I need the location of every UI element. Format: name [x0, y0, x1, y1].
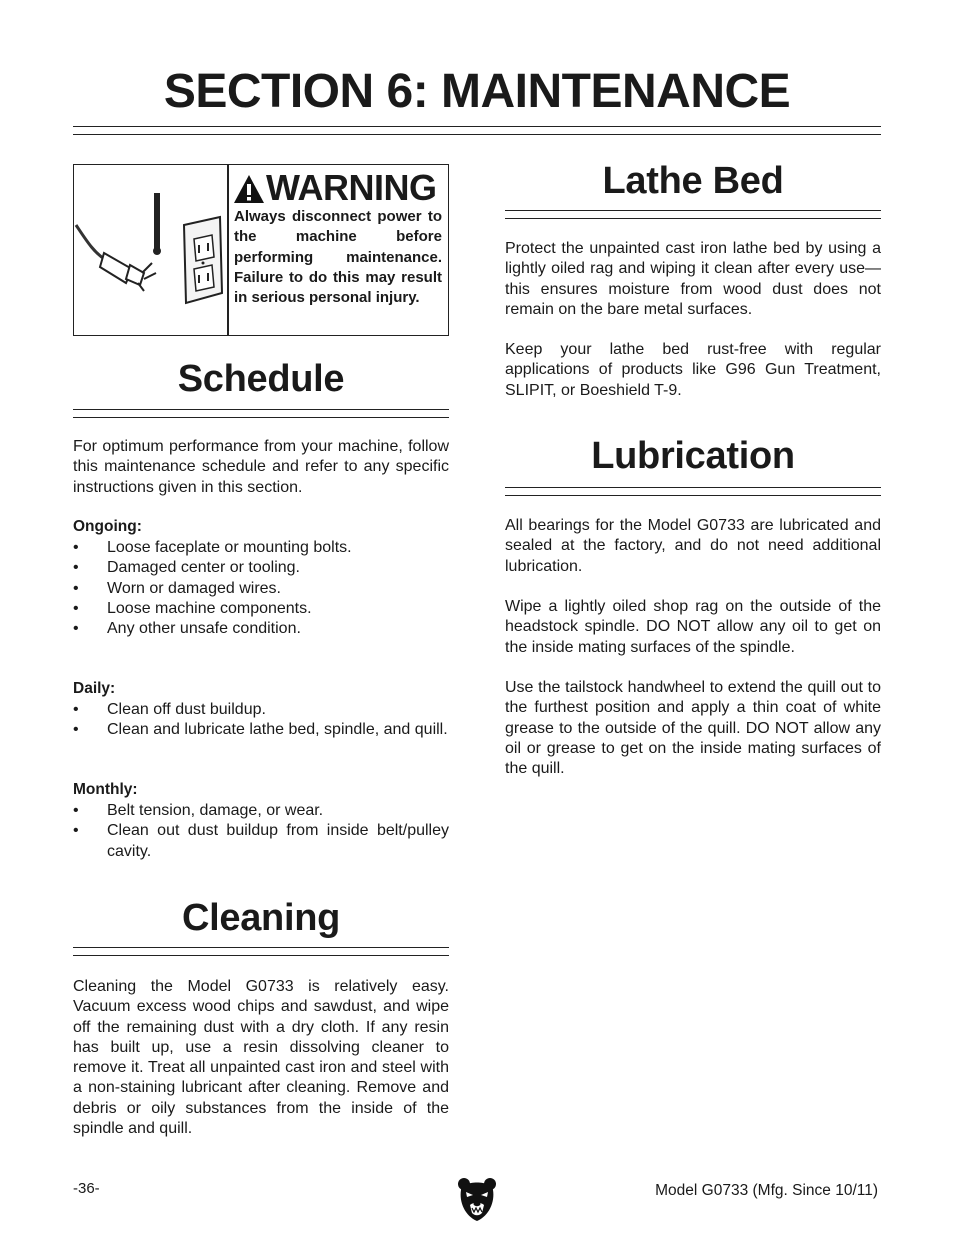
page-title: SECTION 6: MAINTENANCE — [163, 65, 791, 118]
monthly-list — [73, 801, 449, 862]
lathe-bed-paragraph-1: Protect the unpainted cast iron lathe bed by using a lightly oiled rag and wiping it clean after every use—this ensures moisture from wood dust does not remain on the bare metal surfaces. — [505, 240, 881, 318]
cleaning-rule — [73, 947, 449, 956]
lathe-bed-paragraph-2: Keep your lathe bed rust-free with regular applications of products like G96 Gun Treatment, SLIPIT, or Boeshield T-9. — [505, 341, 881, 399]
daily-label: Daily: — [73, 680, 116, 697]
list-item: • Clean off dust buildup. — [73, 700, 449, 720]
list-item: • Damaged center or tooling. — [73, 558, 449, 578]
schedule-intro: For optimum performance from your machine, follow this maintenance schedule and refer to any specific instructions given in this section. — [73, 438, 449, 496]
title-rule — [73, 126, 881, 135]
lubrication-paragraph-3: Use the tailstock handwheel to extend the quill out to the furthest position and apply a thin coat of white grease to the outside of the quill. DO NOT allow any oil or grease to get on the inside mating surfaces of the quill. — [505, 679, 881, 778]
cleaning-heading: Cleaning — [181, 897, 341, 939]
warning-box — [73, 164, 449, 336]
daily-list — [73, 700, 449, 741]
lubrication-paragraph-2: Wipe a lightly oiled shop rag on the outside of the headstock spindle. DO NOT allow any oil to get on the inside mating surfaces of the spindle. — [505, 598, 881, 656]
list-item: • Clean out dust buildup from inside belt/pulley cavity. — [73, 821, 449, 862]
warning-text: Always disconnect power to the machine before performing maintenance. Failure to do this may result in serious personal injury. — [234, 208, 442, 307]
unplug-power-icon — [74, 165, 226, 335]
lathe-bed-rule — [505, 210, 881, 219]
schedule-heading: Schedule — [177, 358, 345, 400]
ongoing-label: Ongoing: — [73, 518, 142, 535]
model-line: Model G0733 (Mfg. Since 10/11) — [655, 1182, 878, 1199]
warning-divider — [227, 165, 229, 335]
ongoing-list — [73, 538, 449, 639]
list-item: • Loose machine components. — [73, 599, 449, 619]
lubrication-paragraph-1: All bearings for the Model G0733 are lubricated and sealed at the factory, and do not need additional lubrication. — [505, 517, 881, 575]
lubrication-heading: Lubrication — [591, 435, 795, 477]
list-item: • Belt tension, damage, or wear. — [73, 801, 449, 821]
lubrication-rule — [505, 487, 881, 496]
warning-title — [233, 167, 437, 209]
list-item: • Worn or damaged wires. — [73, 579, 449, 599]
page-number: -36- — [73, 1180, 100, 1197]
monthly-label: Monthly: — [73, 781, 138, 798]
bear-logo-icon — [457, 1176, 497, 1222]
list-item: • Any other unsafe condition. — [73, 619, 449, 639]
warning-triangle-icon — [233, 172, 265, 204]
cleaning-text: Cleaning the Model G0733 is relatively easy. Vacuum excess wood chips and sawdust, and wipe off the remaining dust with a dry cloth. If any resin has built up, use a resin dissolving cleaner to remove it. Treat all unpainted cast iron and steel with a non-staining lubricant after cleaning. Remove and debris or oily substances from the inside of the spindle and quill. — [73, 978, 449, 1138]
list-item: • Clean and lubricate lathe bed, spindle, and quill. — [73, 720, 449, 740]
schedule-rule — [73, 409, 449, 418]
warning-title-text: WARNING — [266, 167, 437, 208]
lathe-bed-heading: Lathe Bed — [602, 160, 784, 202]
list-item: • Loose faceplate or mounting bolts. — [73, 538, 449, 558]
